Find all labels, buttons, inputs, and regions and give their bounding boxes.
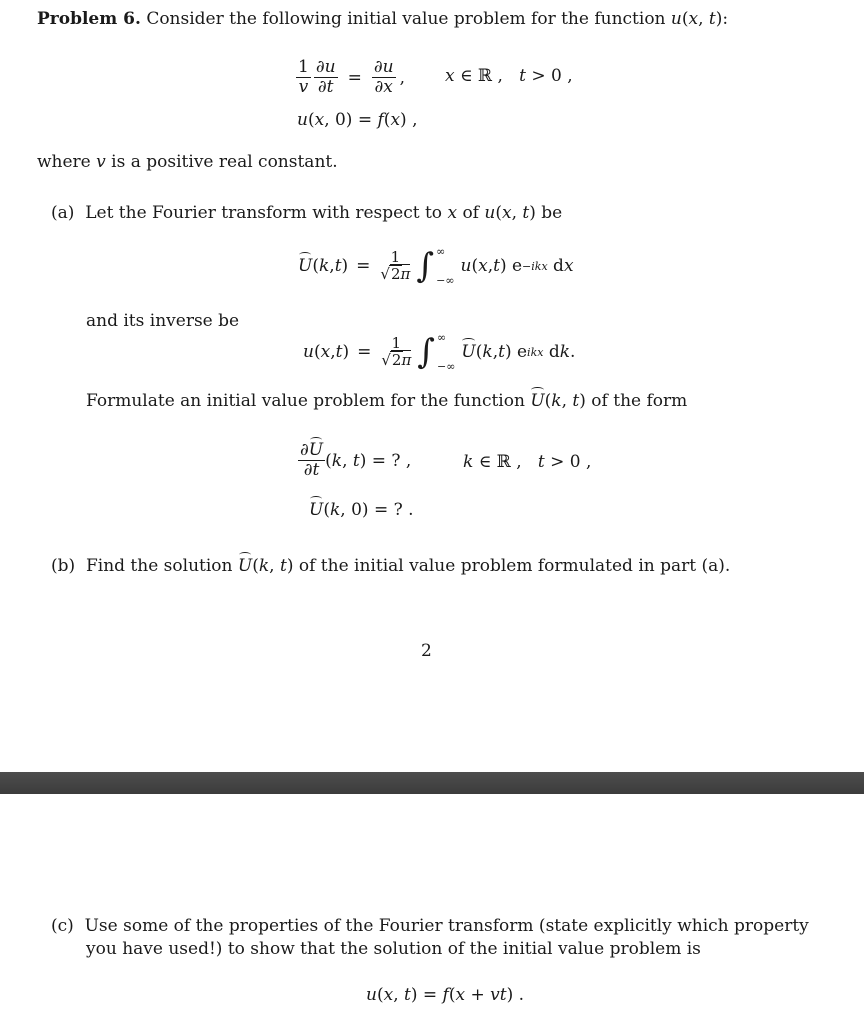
formulate-text: Formulate an initial value problem for the function U(k, t) of the form [86,391,688,411]
part-a-label: (a) [51,203,75,223]
equation-inverse-transform: u ( x , t ) = $\frac{1}{√2\pi}$ ∫ ∞ −∞ U ( k , t ) e ikx d k . [303,331,576,373]
problem-heading: Problem 6. [37,9,141,29]
part-c-label: (c) [51,916,74,936]
part-b-label: (b) [51,556,76,576]
equation-ivp-ode: $\frac{\partial U}{\partial t}$ (k, t) = ? , [300,440,412,481]
problem-intro-line [37,9,728,29]
equation-pde: $\frac{1}{v}$ $\frac{\partial u}{\partial t}$ = $\frac{\partial u}{\partial x}$ , [298,57,405,98]
page-divider [0,772,864,794]
part-c-line1: (c) Use some of the properties of the Fourier transform (state explicitly which property [51,916,809,936]
inverse-text: and its inverse be [86,311,240,331]
part-a-intro: (a) Let the Fourier transform with respect to x of u(x, t) be [51,203,563,223]
equation-result: u(x, t) = f(x + vt) . [366,985,525,1005]
equation-initial-condition: u(x, 0) = f(x) , [297,110,418,130]
page-number: 2 [421,641,432,661]
equation-pde-domain: x ∈ ℝ , t > 0 , [445,66,573,86]
part-b-text: (b) Find the solution U(k, t) of the initial value problem formulated in part (a). [51,556,731,576]
equation-fourier-transform: U ( k , t ) = $\frac{1}{√2\pi}$ ∫ ∞ −∞ u ( x , t ) e −ikx d x [298,245,574,287]
equation-ivp-domain: k ∈ ℝ , t > 0 , [463,452,592,472]
equation-ivp-initial: U(k, 0) = ? . [309,500,414,520]
part-c-line2: you have used!) to show that the solution of the initial value problem is [86,939,701,959]
problem-intro: Consider the following initial value problem for the function u(x, t): [146,9,729,29]
where-text: where v is a positive real constant. [37,152,338,172]
